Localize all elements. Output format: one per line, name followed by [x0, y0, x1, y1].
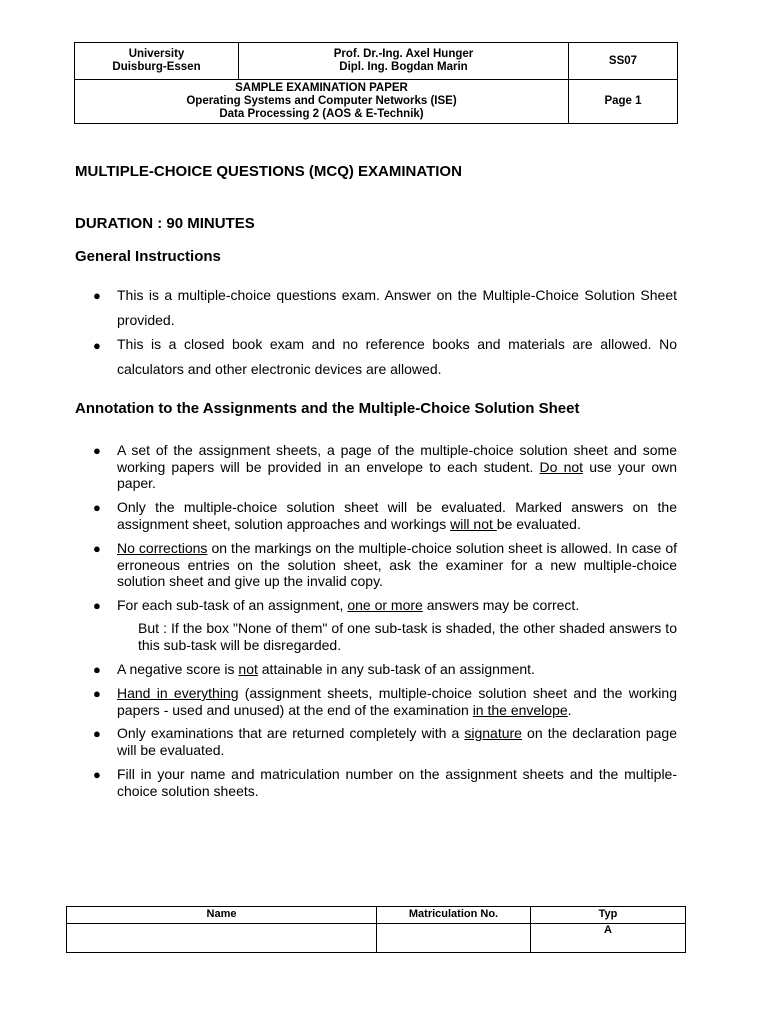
bullet-icon: ● [93, 288, 101, 303]
annotation-item-3: No corrections on the markings on the multiple-choice solution sheet is allowed. In case of erroneous entries on the solution sheet, ask the examiner for a new multiple-choice solution sheet and give up the invalid copy. [117, 540, 677, 589]
bullet-icon: ● [93, 767, 101, 782]
bullet-icon: ● [93, 598, 101, 613]
general-item-2: This is a closed book exam and no reference books and materials are allowed. No calculators and other electronic devices are allowed. [117, 336, 677, 377]
name-header: Name [67, 907, 377, 923]
bullet-icon: ● [93, 686, 101, 701]
semester-cell: SS07 [608, 54, 638, 67]
bullet-icon: ● [93, 726, 101, 741]
exam-title: MULTIPLE-CHOICE QUESTIONS (MCQ) EXAMINATION [75, 163, 462, 180]
name-field[interactable] [67, 923, 377, 952]
bullet-icon: ● [93, 541, 101, 556]
annotation-item-6: Hand in everything (assignment sheets, multiple-choice solution sheet and the working papers - used and unused) at the end of the examination in the envelope. [117, 685, 677, 718]
author-2: Dipl. Ing. Bogdan Marin [339, 61, 468, 73]
typ-header: Typ [598, 908, 618, 920]
matriculation-field[interactable] [377, 923, 531, 952]
page-number: Page 1 [604, 95, 642, 107]
course-line-2: Data Processing 2 (AOS & E-Technik) [219, 108, 424, 120]
header-table [74, 42, 678, 124]
university-name: University [128, 48, 185, 60]
annotation-item-2: Only the multiple-choice solution sheet will be evaluated. Marked answers on the assignment sheet, solution approaches and workings will not be evaluated. [117, 499, 677, 532]
author-1: Prof. Dr.-Ing. Axel Hunger [333, 48, 474, 60]
authors-cell [239, 43, 569, 79]
university-location: Duisburg-Essen [112, 61, 201, 73]
course-cell [75, 80, 569, 123]
annotation-heading: Annotation to the Assignments and the Multiple-Choice Solution Sheet [75, 400, 580, 417]
course-line-1: Operating Systems and Computer Networks (ISE) [186, 95, 457, 107]
bullet-icon: ● [93, 500, 101, 515]
student-info-table [66, 906, 686, 953]
duration: DURATION : 90 MINUTES [75, 215, 255, 232]
annotation-item-1: A set of the assignment sheets, a page of the multiple-choice solution sheet and some working papers will be provided in an envelope to each student. Do not use your own paper. [117, 442, 677, 491]
matriculation-header: Matriculation No. [377, 907, 531, 923]
annotation-item-4: For each sub-task of an assignment, one or more answers may be correct. [117, 597, 580, 613]
paper-title: SAMPLE EXAMINATION PAPER [235, 82, 408, 94]
general-item-1: This is a multiple-choice questions exam. Answer on the Multiple-Choice Solution Sheet provided. [117, 287, 677, 328]
annotation-item-5: A negative score is not attainable in any sub-task of an assignment. [117, 661, 535, 677]
bullet-icon: ● [93, 338, 101, 353]
annotation-item-8: Fill in your name and matriculation number on the assignment sheets and the multiple-choice solution sheets. [117, 766, 677, 799]
general-instructions-heading: General Instructions [75, 248, 221, 265]
university-cell [75, 43, 239, 79]
typ-value: A [604, 924, 612, 936]
bullet-icon: ● [93, 662, 101, 677]
bullet-icon: ● [93, 443, 101, 458]
annotation-item-7: Only examinations that are returned completely with a signature on the declaration page will be evaluated. [117, 725, 677, 758]
annotation-item-4-note: But : If the box "None of them" of one sub-task is shaded, the other shaded answers to this sub-task will be disregarded. [138, 620, 677, 653]
